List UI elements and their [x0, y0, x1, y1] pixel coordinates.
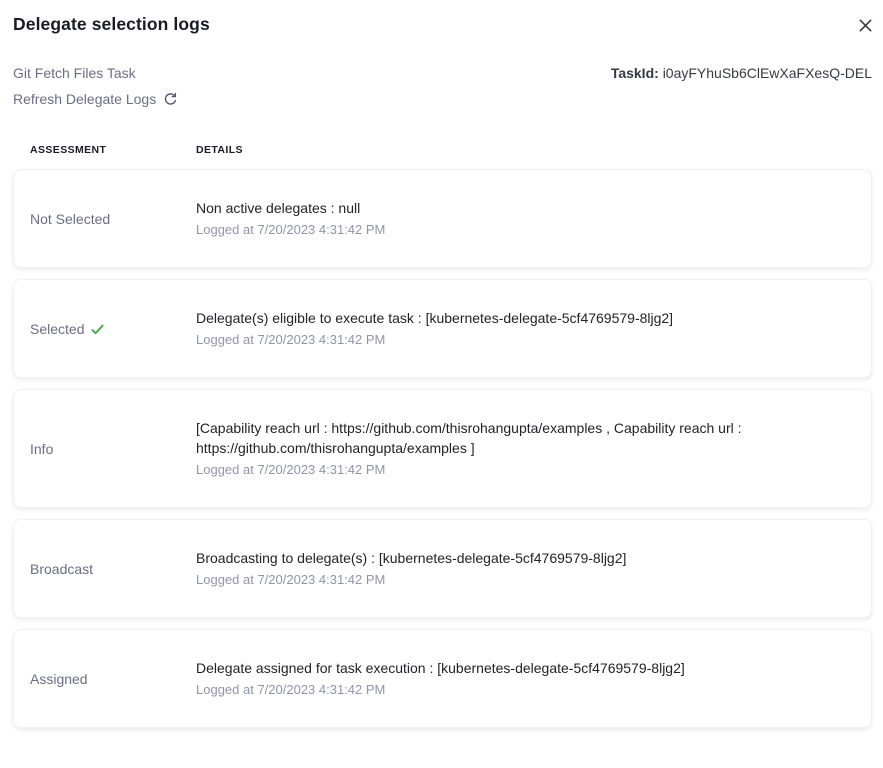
refresh-icon [163, 92, 178, 107]
logged-at: Logged at 7/20/2023 4:31:42 PM [196, 222, 386, 237]
assessment-label: Info [30, 440, 54, 457]
column-header-assessment: ASSESSMENT [30, 144, 107, 156]
page-title: Delegate selection logs [13, 14, 210, 34]
refresh-delegate-logs-button[interactable] [13, 89, 178, 109]
detail-text: Broadcasting to delegate(s) : [kubernetes-delegate-5cf4769579-8ljg2] [196, 550, 627, 566]
task-id-label: TaskId: [610, 65, 659, 81]
task-name: Git Fetch Files Task [13, 65, 136, 81]
logged-at: Logged at 7/20/2023 4:31:42 PM [196, 682, 386, 697]
refresh-label: Refresh Delegate Logs [13, 91, 157, 107]
logged-at: Logged at 7/20/2023 4:31:42 PM [196, 462, 386, 477]
assessment-label: Broadcast [30, 560, 94, 577]
task-id [611, 63, 872, 83]
assessment-label: Selected [30, 320, 85, 337]
task-id-value: i0ayFYhuSb6ClEwXaFXesQ-DEL [662, 65, 872, 81]
detail-text: Non active delegates : null [196, 200, 361, 216]
column-header-details: DETAILS [196, 144, 243, 156]
assessment-label: Assigned [30, 670, 88, 687]
detail-text: Delegate assigned for task execution : [kubernetes-delegate-5cf4769579-8ljg2] [196, 660, 685, 676]
close-button[interactable] [856, 16, 875, 35]
log-row-selected [13, 279, 872, 378]
dialog-header [0, 0, 883, 35]
meta-row [0, 63, 883, 109]
table-header [0, 144, 883, 157]
log-row-broadcast [13, 519, 872, 618]
logged-at: Logged at 7/20/2023 4:31:42 PM [196, 332, 386, 347]
log-row-assigned [13, 629, 872, 728]
detail-text: Delegate(s) eligible to execute task : [kubernetes-delegate-5cf4769579-8ljg2] [196, 310, 674, 326]
detail-text: [Capability reach url : https://github.com/thisrohangupta/examples , Capability reach url : https://github.com/thisrohangupta/examples ] [196, 420, 742, 456]
log-row-not-selected [13, 169, 872, 268]
close-icon [858, 18, 873, 33]
log-row-info [13, 389, 872, 508]
check-icon [90, 322, 105, 337]
assessment-label: Not Selected [30, 210, 111, 227]
logged-at: Logged at 7/20/2023 4:31:42 PM [196, 572, 386, 587]
log-list [0, 169, 883, 728]
